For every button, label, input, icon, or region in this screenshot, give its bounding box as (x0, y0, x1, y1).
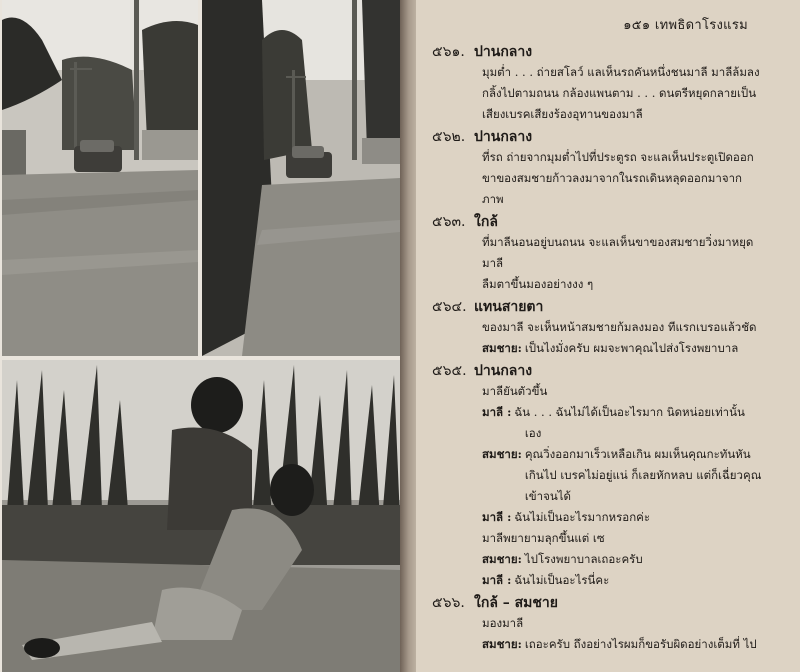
scene-heading (432, 212, 762, 232)
dialog-line (482, 507, 762, 528)
stage-direction: มุมต่ำ . . . ถ่ายสโลว์ แลเห็นรถคันหนึ่งชนมาลี มาลีล้มลง (482, 65, 760, 79)
stage-direction: มองมาลี (482, 616, 524, 630)
scene-body (432, 62, 762, 125)
stage-direction: กลิ้งไปตามถนน กล้องแพนตาม . . . ดนตรีหยุดกลายเป็น (482, 86, 757, 100)
right-page-script (416, 0, 800, 672)
road-scene-image (2, 0, 198, 356)
speaker-name: สมชาย: (482, 637, 522, 651)
speaker-name: มาลี : (482, 405, 512, 419)
scene-block (432, 127, 762, 210)
dialog-text: ไปโรงพยาบาลเถอะครับ (524, 552, 643, 566)
page-header: ๑๕๑ เทพธิดาโรงแรม (623, 18, 748, 33)
scene-number: ๕๖๔. (432, 299, 467, 315)
scene-body (432, 147, 762, 210)
scene-block (432, 42, 762, 125)
dialog-line (482, 423, 762, 444)
scene-body (432, 613, 762, 655)
dialog-text: เถอะครับ ถึงอย่างไรผมก็ขอรับผิดอย่างเต็มที่ ไป (524, 637, 757, 651)
stage-direction: ขาของสมชายก้าวลงมาจากในรถเดินหลุดออกมาจากภาพ (482, 171, 742, 206)
dialog-line (482, 634, 762, 655)
stage-direction: มาลีพยายามลุกขึ้นแต่ เซ (482, 531, 605, 545)
road-scene-image (202, 0, 400, 356)
scene-number: ๕๖๖. (432, 595, 465, 611)
speaker-name: มาลี : (482, 573, 512, 587)
photo-couple-by-plants (2, 360, 400, 672)
dialog-text: ฉันไม่เป็นอะไรมากหรอกค่ะ (514, 510, 651, 524)
scene-block (432, 212, 762, 295)
scene-number: ๕๖๒. (432, 129, 466, 145)
stage-direction: เสียงเบรคเสียงร้องอุทานของมาลี (482, 107, 643, 121)
dialog-text: เป็นไงมั่งครับ ผมจะพาคุณไปส่งโรงพยาบาล (524, 341, 739, 355)
scene-heading (432, 297, 762, 317)
stage-direction: มาลียันตัวขึ้น (482, 384, 548, 398)
couple-scene-image (2, 360, 400, 672)
stage-direction: ลืมตาขึ้นมองอย่างงง ๆ (482, 277, 594, 291)
scene-list (432, 42, 762, 657)
dialog-text: ฉันไม่เป็นอะไรนี่คะ (514, 573, 610, 587)
stage-direction: ของมาลี จะเห็นหน้าสมชายก้มลงมอง ทีแรกเบรอแล้วชัด (482, 320, 757, 334)
scene-body (432, 381, 762, 591)
scene-number: ๕๖๓. (432, 214, 466, 230)
dialog-text: ฉัน . . . ฉันไม่ได้เป็นอะไรมาก นิดหน่อยเท่านั้น (514, 405, 745, 419)
dialog-text: เอง (524, 426, 542, 440)
speaker-name: สมชาย: (482, 447, 522, 461)
scene-block (432, 593, 762, 655)
stage-direction: ที่มาลีนอนอยู่บนถนน จะแลเห็นขาของสมชายวิ่งมาหยุด มาลี (482, 235, 754, 270)
stage-direction: ที่รถ ถ่ายจากมุมต่ำไปที่ประตูรถ จะแลเห็นประตูเปิดออก (482, 150, 754, 164)
dialog-text: เข้าจนได้ (524, 489, 571, 503)
dialog-line (482, 549, 762, 570)
dialog-line (482, 465, 762, 486)
photo-road-car-right (202, 0, 400, 356)
scene-heading (432, 42, 762, 62)
scene-block (432, 297, 762, 359)
scene-shot-type: ปานกลาง (474, 129, 533, 145)
dialog-line (482, 486, 762, 507)
dialog-text: คุณวิ่งออกมาเร็วเหลือเกิน ผมเห็นคุณกะทันหัน (524, 447, 751, 461)
scene-number: ๕๖๑. (432, 44, 465, 60)
scene-heading (432, 593, 762, 613)
dialog-text: เกินไป เบรคไม่อยู่แน่ ก็เลยหักหลบ แต่ก็เฉี่ยวคุณ (524, 468, 762, 482)
scene-body (432, 232, 762, 295)
dialog-line (482, 570, 762, 591)
dialog-line (482, 402, 762, 423)
scene-block (432, 361, 762, 591)
scene-body (432, 317, 762, 359)
speaker-name: มาลี : (482, 510, 512, 524)
scene-heading (432, 361, 762, 381)
scene-shot-type: ปานกลาง (474, 44, 533, 60)
speaker-name: สมชาย: (482, 341, 522, 355)
scene-shot-type: ใกล้ (474, 214, 498, 230)
scene-number: ๕๖๕. (432, 363, 467, 379)
photo-road-car-left (2, 0, 198, 356)
scene-heading (432, 127, 762, 147)
speaker-name: สมชาย: (482, 552, 522, 566)
dialog-line (482, 444, 762, 465)
scene-shot-type: ปานกลาง (474, 363, 533, 379)
dialog-line (482, 338, 762, 359)
scene-shot-type: แทนสายตา (474, 299, 544, 315)
scene-shot-type: ใกล้ – สมชาย (474, 595, 558, 611)
